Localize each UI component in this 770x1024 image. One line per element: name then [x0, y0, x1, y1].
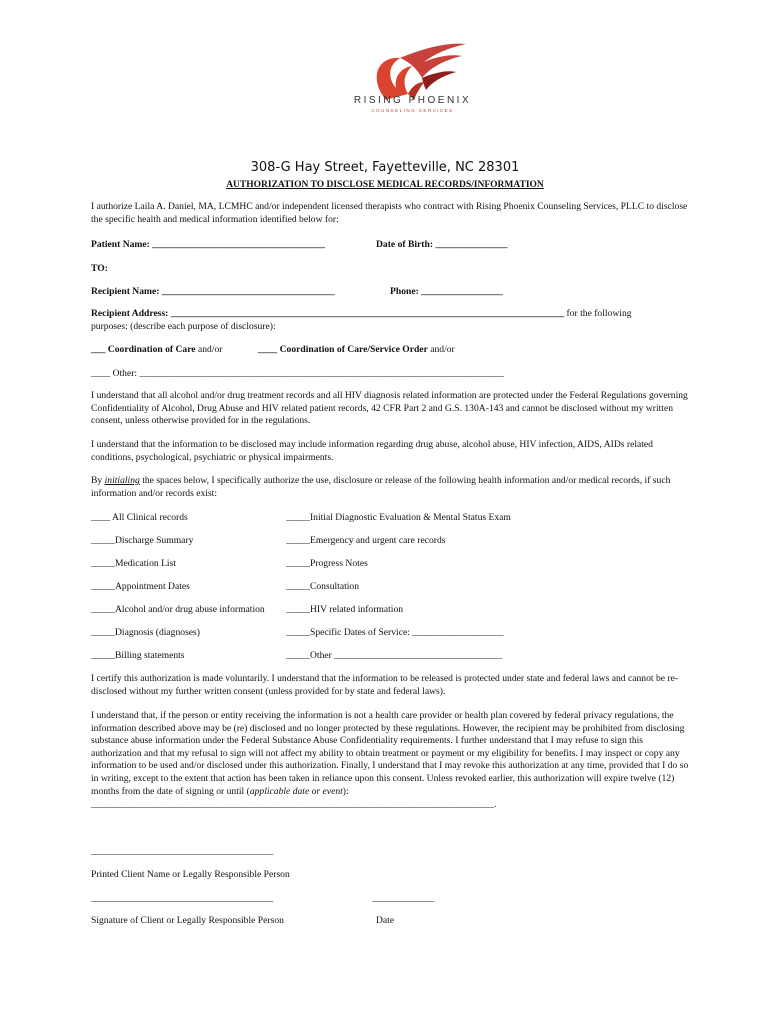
purpose-service-order[interactable]: [258, 344, 455, 355]
record-item[interactable]: _____HIV related information: [286, 604, 404, 615]
intro-paragraph: I authorize Laila A. Daniel, MA, LCMHC and/or independent licensed therapists who contract with Rising Phoenix Counseling Services, PLLC to disclose the specific health and medical information identified below for:: [91, 201, 688, 225]
dob-field[interactable]: Date of Birth: _______________: [376, 239, 508, 250]
date-line[interactable]: _____________: [372, 893, 435, 904]
alcohol-paragraph: I understand that all alcohol and/or drug treatment records and all HIV diagnosis related information are protected under the Federal Regulations governing Confidentiality of Alcohol, Drug Abuse and HIV related patient records, 42 CFR Part 2 and G.S. 130A-143 and cannot be disclosed without my written consent, unless otherwise provided for in the regulations.: [91, 390, 688, 427]
record-item[interactable]: _____Diagnosis (diagnoses): [91, 627, 200, 638]
record-item[interactable]: ____ All Clinical records: [91, 512, 188, 523]
record-item[interactable]: _____Emergency and urgent care records: [286, 535, 446, 546]
record-item[interactable]: _____Discharge Summary: [91, 535, 194, 546]
expiration-date-field[interactable]: ____________________________________________________________________________________.: [91, 799, 497, 810]
service-order-label: Coordination of Care/Service Order: [279, 344, 428, 355]
understand-paragraph: I understand that, if the person or entity receiving the information is not a health care provider or health plan covered by federal privacy regulations, the information described above may be (re) disclosed and no longer protected by these regulations. However, the recipient may be prohibited from disclosing substance abuse information under the Federal Substance Abuse Confidentiality requirements. I further understand that I may refuse to sign this authorization and that my refusal to sign will not affect my ability to obtain treatment or payment or my eligibility for benefits. I may inspect or copy any information to be used and/or disclosed under this authorization. Finally, I understand that I may revoke this authorization at any time, provided that I do so in writing, except to the extent that action has been taken in reliance upon this consent. Unless revoked earlier, this authorization will expire twelve (12) months from the date of signing or until (applicable date or event):: [91, 710, 689, 797]
service-order-blank[interactable]: ____: [258, 344, 280, 355]
recipient-address-field[interactable]: Recipient Address: __________________________________________________________________________________: [91, 308, 565, 319]
to-label: TO:: [91, 263, 108, 274]
initialing-paragraph: By initialing the spaces below, I specifically authorize the use, disclosure or release of the following health information and/or medical records, if such information and/or records exist:: [91, 475, 671, 499]
patient-name-field[interactable]: Patient Name: ____________________________________: [91, 239, 325, 250]
record-item[interactable]: _____Medication List: [91, 558, 176, 569]
recipient-address-row: [91, 308, 632, 319]
purpose-coordination-care[interactable]: [91, 344, 222, 355]
signature-label: Signature of Client or Legally Responsible Person: [91, 915, 284, 926]
brand-subtitle: COUNSELING SERVICES: [371, 108, 454, 113]
record-item[interactable]: _____Specific Dates of Service: ___________________: [286, 627, 504, 638]
and-or-text: and/or: [195, 344, 223, 355]
initialing-word: initialing: [104, 475, 140, 486]
record-item[interactable]: _____Appointment Dates: [91, 581, 190, 592]
form-title: AUTHORIZATION TO DISCLOSE MEDICAL RECORDS/INFORMATION: [226, 180, 544, 190]
coordination-care-blank[interactable]: ___: [91, 344, 108, 355]
record-item[interactable]: _____Billing statements: [91, 650, 185, 661]
signature-line[interactable]: ______________________________________: [91, 893, 274, 904]
printed-name-label: Printed Client Name or Legally Responsible Person: [91, 869, 290, 880]
purpose-other[interactable]: ____ Other: ____________________________________________________________________________: [91, 368, 505, 379]
certify-paragraph: I certify this authorization is made voluntarily. I understand that the information to be released is protected under state and federal laws and cannot be re-disclosed without my further written consent (unless provided for by state and federal laws).: [91, 673, 679, 697]
record-item[interactable]: _____Initial Diagnostic Evaluation & Mental Status Exam: [286, 512, 511, 523]
record-item[interactable]: _____Consultation: [286, 581, 360, 592]
phone-field[interactable]: Phone: _________________: [390, 286, 503, 297]
brand-name: RISING PHOENIX: [353, 95, 472, 106]
printed-name-line[interactable]: ______________________________________: [91, 846, 274, 857]
for-following-text: for the following: [566, 308, 632, 319]
date-label: Date: [376, 915, 395, 926]
and-or-text: and/or: [427, 344, 455, 355]
record-item[interactable]: _____Progress Notes: [286, 558, 368, 569]
purposes-label: purposes: (describe each purpose of disclosure):: [91, 321, 276, 332]
record-item[interactable]: _____Alcohol and/or drug abuse information: [91, 604, 265, 615]
info-paragraph: I understand that the information to be disclosed may include information regarding drug abuse, alcohol abuse, HIV infection, AIDS, AIDs related conditions, psychological, psychiatric or physical impairments.: [91, 439, 653, 463]
record-item[interactable]: _____Other ___________________________________: [286, 650, 503, 661]
recipient-name-field[interactable]: Recipient Name: ____________________________________: [91, 286, 335, 297]
applicable-date-text: applicable date or event: [249, 785, 343, 797]
clinic-address: 308-G Hay Street, Fayetteville, NC 28301: [250, 160, 520, 175]
coordination-care-label: Coordination of Care: [107, 344, 196, 355]
